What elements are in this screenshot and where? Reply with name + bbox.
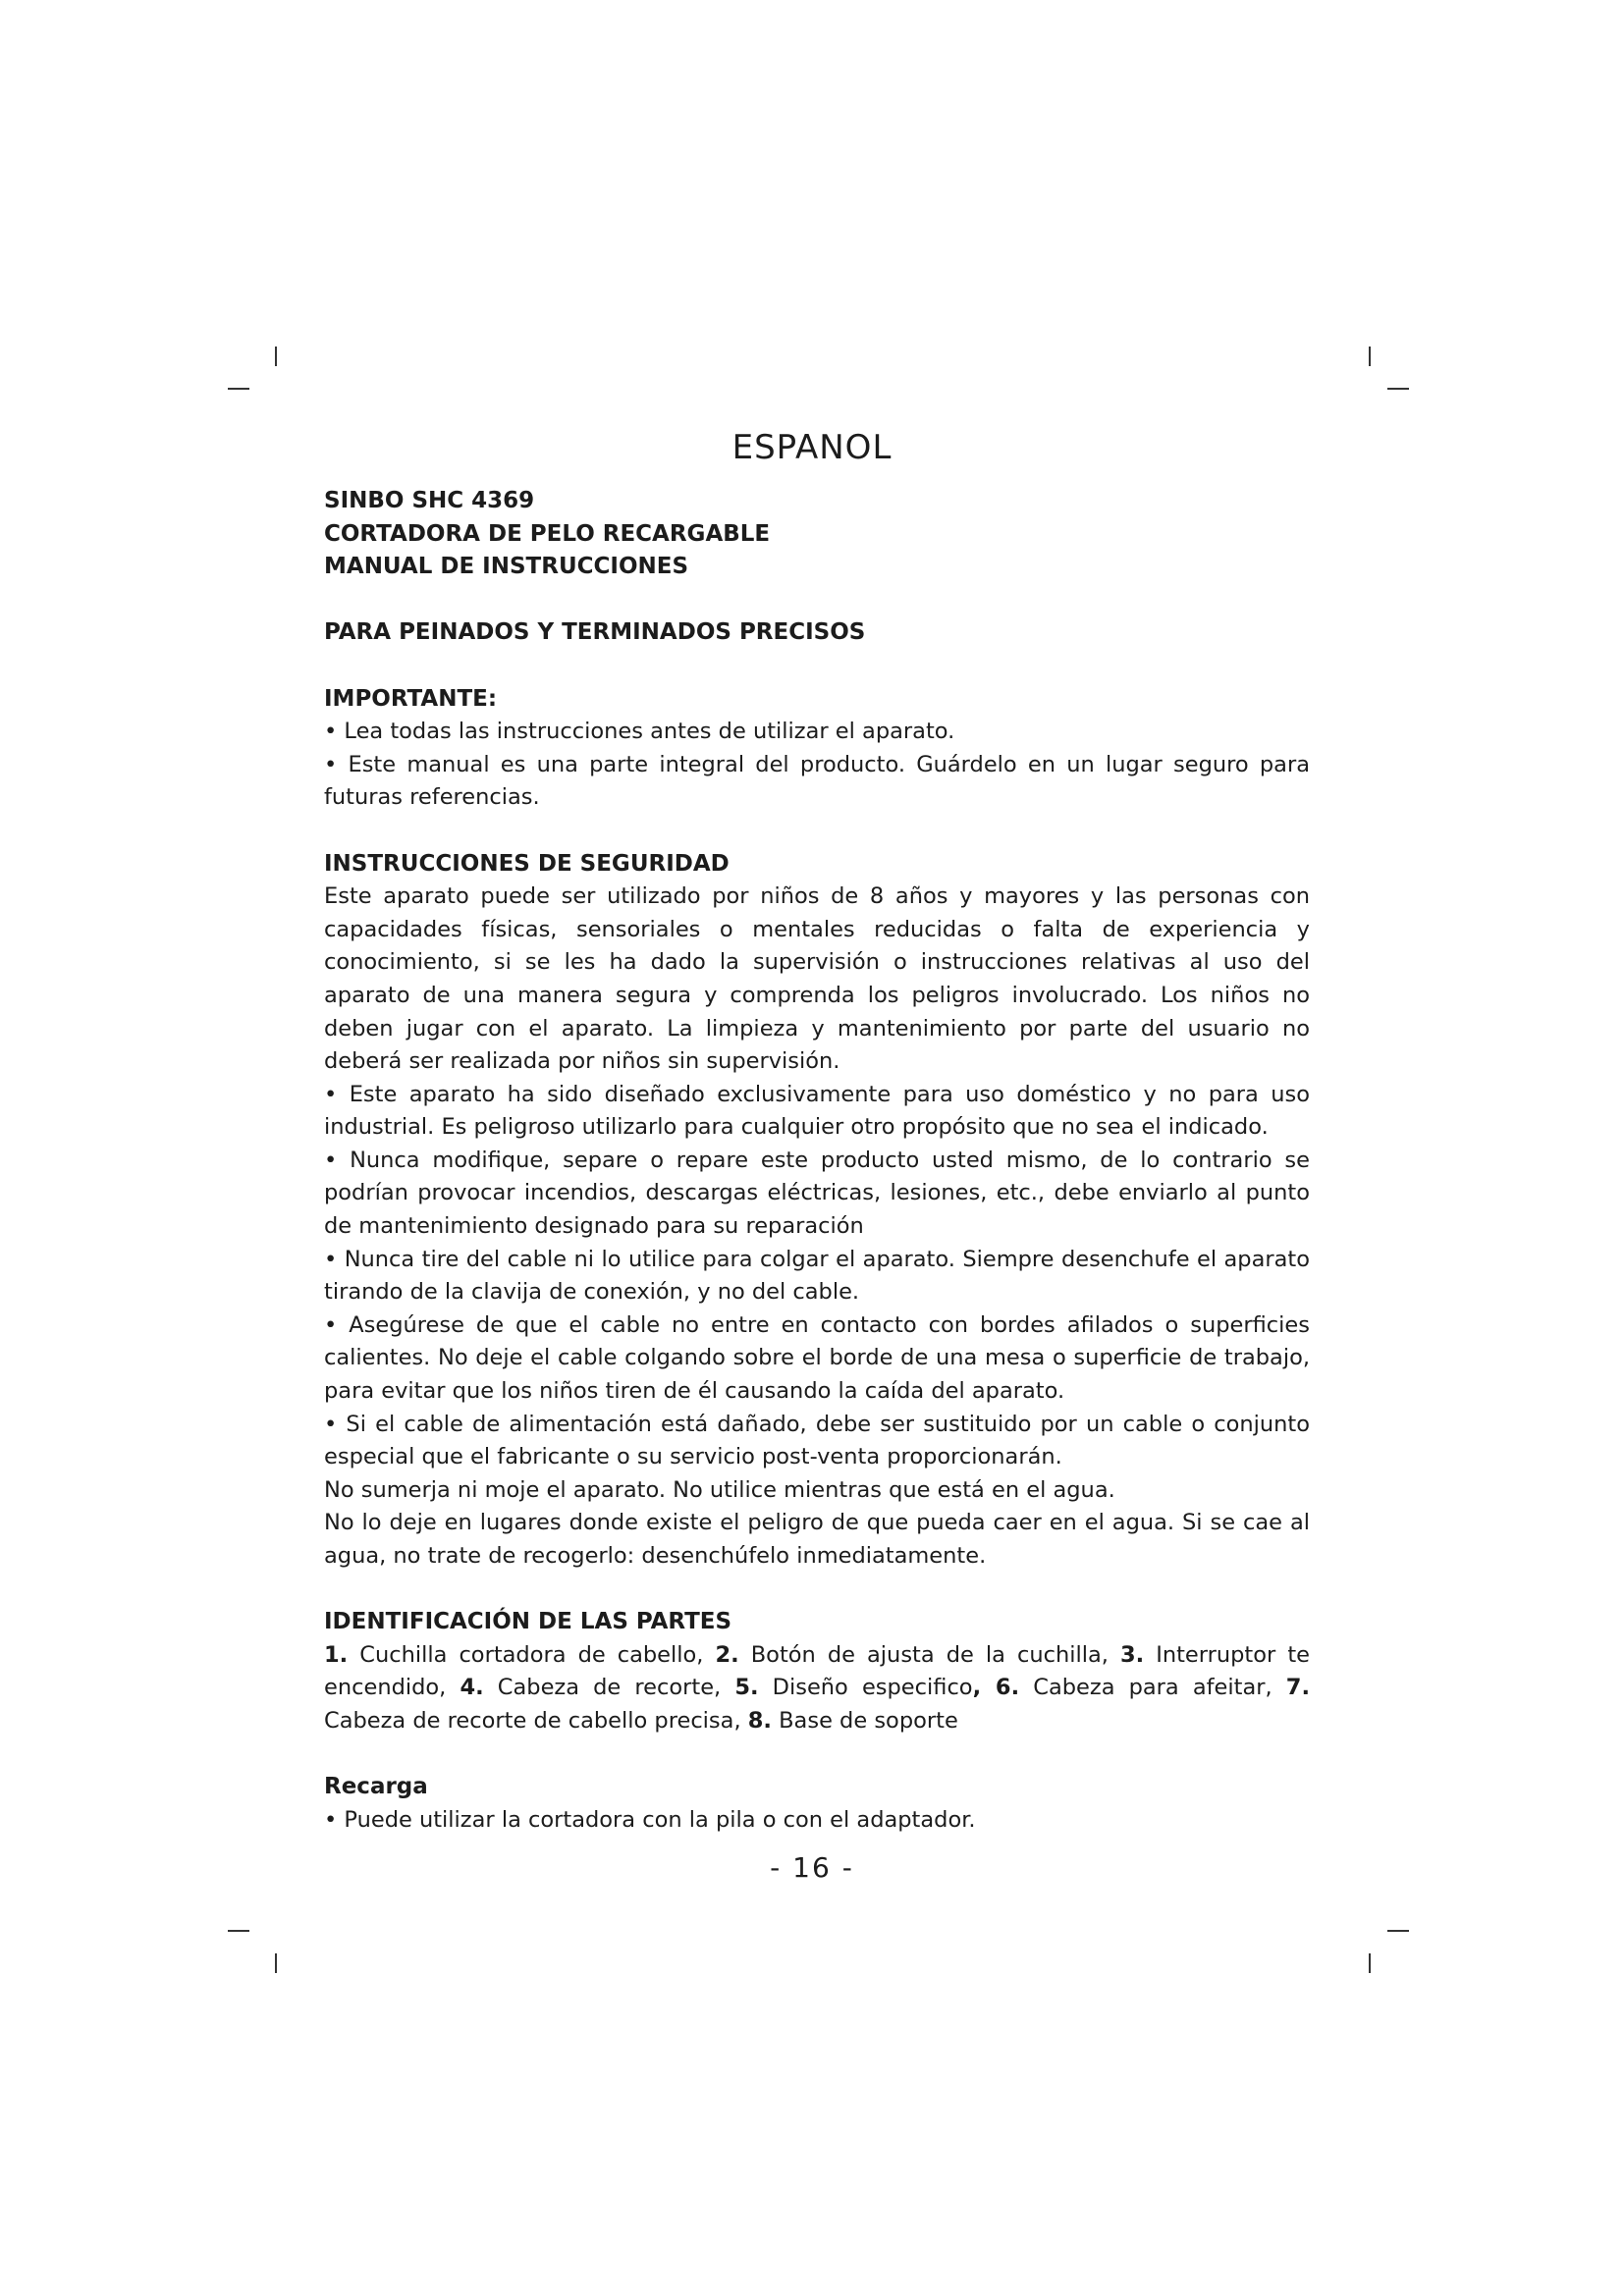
part-number: 4. — [460, 1675, 484, 1701]
part-label: Cabeza de recorte de cabello precisa, — [324, 1707, 748, 1734]
seguridad-paragraph: • Si el cable de alimentación está dañado, debe ser sustituido por un cable o conjunto especial que el fabricante o su servicio post-venta proporcionarán. — [324, 1411, 1310, 1470]
part-label: Cabeza para afeitar, — [1019, 1675, 1286, 1701]
importante-item: • Este manual es una parte integral del producto. Guárdelo en un lugar seguro para futuras referencias. — [324, 751, 1310, 811]
document-body — [324, 485, 1310, 1837]
seguridad-paragraph: • Este aparato ha sido diseñado exclusivamente para uso doméstico y no para uso industrial. Es peligroso utilizarlo para cualquier otro propósito que no sea el indicado. — [324, 1081, 1310, 1141]
recarga-item: • Puede utilizar la cortadora con la pila o con el adaptador. — [324, 1806, 976, 1833]
crop-mark-bottom-left-horizontal — [228, 1930, 249, 1932]
part-label: Interruptor te encendido, — [324, 1641, 1310, 1701]
importante-section — [324, 683, 1310, 815]
part-number: 8. — [747, 1707, 772, 1734]
partes-list — [324, 1639, 1310, 1738]
section-title-partes: IDENTIFICACIÓN DE LAS PARTES — [324, 1609, 732, 1635]
manual-heading: MANUAL DE INSTRUCCIONES — [324, 554, 689, 580]
part-number: 3. — [1119, 1641, 1145, 1668]
crop-mark-bottom-right-horizontal — [1387, 1930, 1409, 1932]
product-heading: CORTADORA DE PELO RECARGABLE — [324, 520, 771, 547]
part-number: 2. — [715, 1641, 739, 1668]
part-label: Botón de ajusta de la cuchilla, — [738, 1641, 1120, 1668]
seguridad-section — [324, 848, 1310, 1574]
recarga-section — [324, 1771, 1310, 1837]
part-number: , 6. — [972, 1675, 1020, 1701]
crop-mark-top-right-vertical — [1369, 347, 1371, 366]
crop-mark-bottom-right-vertical — [1369, 1953, 1371, 1973]
page-title: ESPANOL — [731, 428, 893, 467]
part-label: Base de soporte — [771, 1707, 958, 1734]
part-number: 7. — [1285, 1675, 1310, 1701]
part-label: Cuchilla cortadora de cabello, — [348, 1641, 716, 1668]
part-number: 5. — [734, 1675, 759, 1701]
model-heading: SINBO SHC 4369 — [324, 488, 535, 513]
seguridad-paragraph: • Nunca modifique, separe o repare este producto usted mismo, de lo contrario se podrían provocar incendios, descargas eléctricas, lesiones, etc., debe enviarlo al punto de mantenimiento designado para su reparación — [324, 1147, 1310, 1240]
page-number: - 16 - — [770, 1851, 854, 1884]
part-label: Diseño especifico — [758, 1675, 973, 1701]
partes-section — [324, 1606, 1310, 1737]
subtitle: PARA PEINADOS Y TERMINADOS PRECISOS — [324, 619, 866, 646]
section-title-seguridad: INSTRUCCIONES DE SEGURIDAD — [324, 850, 730, 877]
seguridad-paragraph: No lo deje en lugares donde existe el peligro de que pueda caer en el agua. Si se cae al agua, no trate de recogerlo: desenchúfelo inmediatamente. — [324, 1510, 1310, 1569]
section-title-recarga: Recarga — [324, 1774, 428, 1800]
seguridad-paragraph: • Asegúrese de que el cable no entre en contacto con bordes afilados o superficies calientes. No deje el cable colgando sobre el borde de una mesa o superficie de trabajo, para evitar que los niños tiren de él causando la caída del aparato. — [324, 1311, 1310, 1405]
crop-mark-bottom-left-vertical — [275, 1953, 277, 1973]
importante-item: • Lea todas las instrucciones antes de utilizar el aparato. — [324, 719, 955, 745]
seguridad-paragraph: • Nunca tire del cable ni lo utilice para colgar el aparato. Siempre desenchufe el aparato tirando de la clavija de conexión, y no del cable. — [324, 1246, 1310, 1306]
section-title-importante: IMPORTANTE: — [324, 685, 498, 712]
crop-mark-top-right-horizontal — [1387, 388, 1409, 390]
seguridad-paragraph: No sumerja ni moje el aparato. No utilice mientras que está en el agua. — [324, 1476, 1115, 1503]
crop-mark-top-left-vertical — [275, 347, 277, 366]
seguridad-paragraph: Este aparato puede ser utilizado por niños de 8 años y mayores y las personas con capacidades físicas, sensoriales o mentales reducidas o falta de experiencia y conocimiento, si se les ha dado la supervisión o instrucciones relativas al uso del aparato de una manera segura y comprenda los peligros involucrado. Los niños no deben jugar con el aparato. La limpieza y mantenimiento por parte del usuario no deberá ser realizada por niños sin supervisión. — [324, 883, 1310, 1075]
crop-mark-top-left-horizontal — [228, 388, 249, 390]
part-label: Cabeza de recorte, — [483, 1675, 735, 1701]
part-number: 1. — [324, 1641, 349, 1668]
